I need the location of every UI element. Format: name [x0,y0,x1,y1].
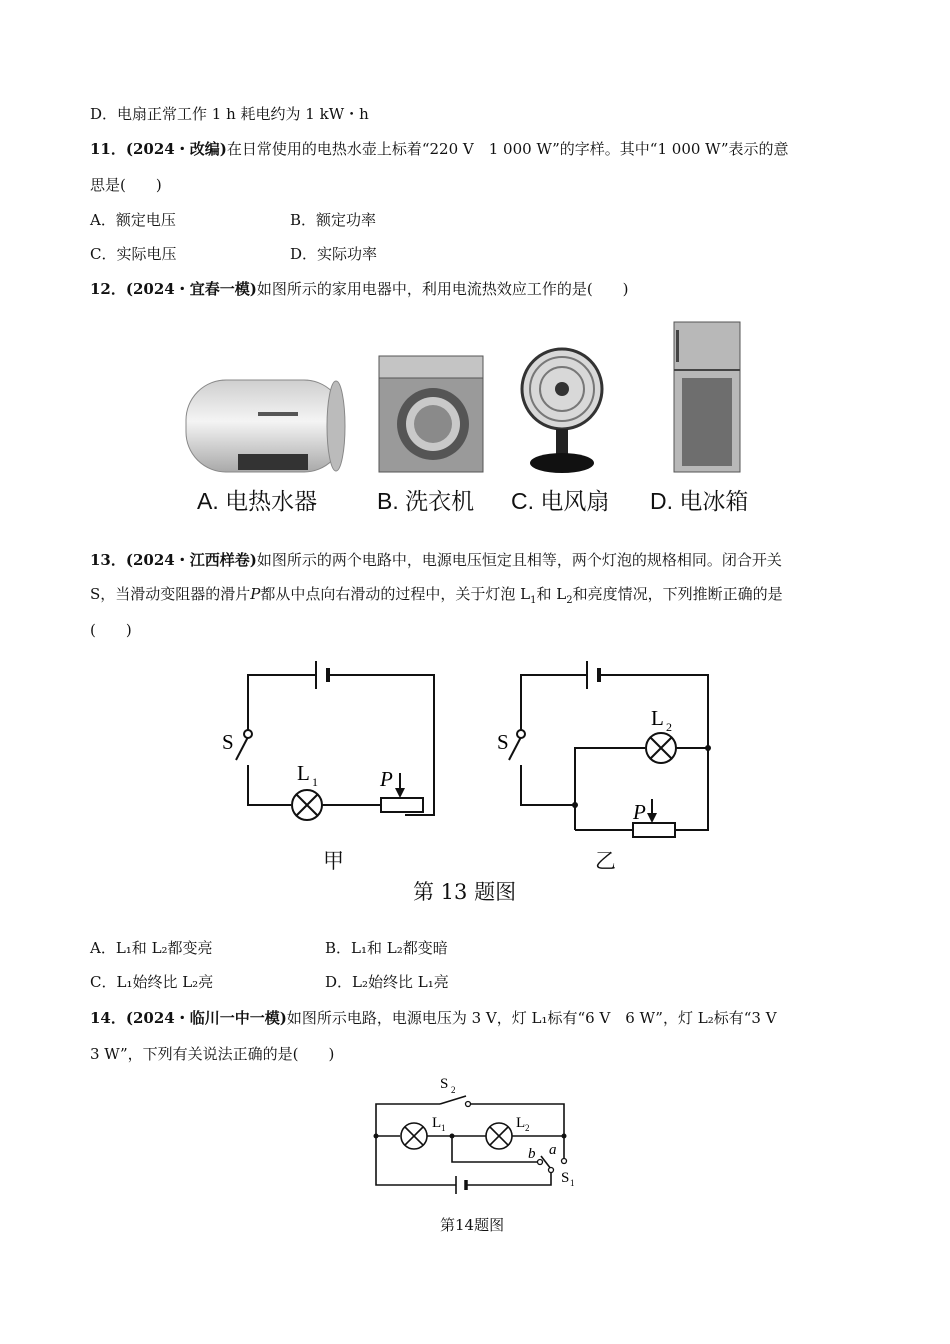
q11-option-c: C．实际电压 [90,245,177,263]
jia-label-l-sub: 1 [312,775,318,789]
fig-label-jia: 甲 [323,849,344,873]
q14-label-a: a [549,1142,557,1158]
q11-text1: 在日常使用的电热水壶上标着“220 V 1 000 W”的字样。其中“1 000 W”表示的意 [226,140,789,158]
q13-text2c: 和 L [536,585,567,603]
q13-stem-line2 [90,584,783,611]
q14-label-s1: S [561,1170,570,1186]
q13-text2d: 和亮度情况，下列推断正确的是 [572,585,783,603]
q14-label-l1: L [432,1115,442,1131]
q13-caption: 第 13 题图 [413,880,517,904]
q12-label-c: C. 电风扇 [511,488,610,514]
q14-label-b: b [528,1146,536,1162]
q14-label-s2-sub: 2 [451,1085,456,1095]
q13-option-a: A．L₁和 L₂都变亮 [90,939,213,957]
q13-text2a: S，当滑动变阻器的滑片 [90,585,251,603]
q13-option-c: C．L₁始终比 L₂亮 [90,973,214,991]
circuit-jia-diagram [216,655,446,840]
q14-number: 14． [90,1009,126,1027]
washing-machine-image [375,352,487,476]
q13-option-b: B．L₁和 L₂都变暗 [325,939,448,957]
water-heater-image [178,372,350,480]
q11-source: (2024・改编) [125,140,227,158]
q13-text2b: 都从中点向右滑动的过程中，关于灯泡 L [260,585,531,603]
q12-source: (2024・宜春一模) [125,280,257,298]
q13-sub1: 1 [530,595,537,606]
q13-text1: 如图所示的两个电路中，电源电压恒定且相等，两个灯泡的规格相同。闭合开关 [256,551,782,569]
yi-label-l-sub: 2 [666,720,672,734]
q11-stem-line2: 思是( ) [90,176,162,194]
refrigerator-image [668,318,748,476]
q11-number: 11． [90,140,126,158]
q14-text1: 如图所示电路，电源电压为 3 V，灯 L₁标有“6 V 6 W”，灯 L₂标有“3 V [286,1009,777,1027]
q14-stem-line1 [90,1008,777,1028]
q12-label-d: D. 电冰箱 [650,488,749,514]
q11-option-d: D．实际功率 [290,245,378,263]
circuit-yi-diagram [495,655,725,840]
q13-source: (2024・江西样卷) [125,551,257,569]
q11-option-b: B．额定功率 [290,211,377,229]
q13-sub2: 2 [566,595,573,606]
q11-stem-line1 [90,139,789,159]
q13-option-d: D．L₂始终比 L₁亮 [325,973,449,991]
q14-source: (2024・临川一中一模) [125,1009,287,1027]
jia-label-l: L [297,761,310,785]
q14-stem-line2: 3 W”，下列有关说法正确的是( ) [90,1045,335,1063]
q11-option-a: A．额定电压 [90,211,176,229]
fig-label-yi: 乙 [595,849,616,873]
yi-label-p: P [633,800,646,824]
jia-label-p: P [380,767,393,791]
jia-label-s: S [222,730,234,754]
q14-label-l2: L [516,1115,526,1131]
q10-option-d: D．电扇正常工作 1 h 耗电约为 1 kW・h [90,105,369,123]
q12-text: 如图所示的家用电器中，利用电流热效应工作的是( ) [256,280,629,298]
q13-number: 13． [90,551,126,569]
q12-number: 12． [90,280,126,298]
yi-label-l: L [651,706,664,730]
q14-caption: 第14题图 [440,1216,505,1234]
circuit-q14-diagram [368,1070,588,1202]
q12-label-b: B. 洗衣机 [377,488,475,514]
q13-stem-line1 [90,550,782,570]
electric-fan-image [516,345,608,477]
q14-label-l1-sub: 1 [441,1123,446,1133]
q12-label-a: A. 电热水器 [197,488,318,514]
q14-label-l2-sub: 2 [525,1123,530,1133]
q13-stem-line3: ( ) [90,621,132,639]
q12-stem [90,279,629,299]
q14-label-s2: S [440,1076,449,1092]
q14-label-s1-sub: 1 [570,1178,575,1188]
q13-slider-p: P [250,585,261,603]
yi-label-s: S [497,730,509,754]
